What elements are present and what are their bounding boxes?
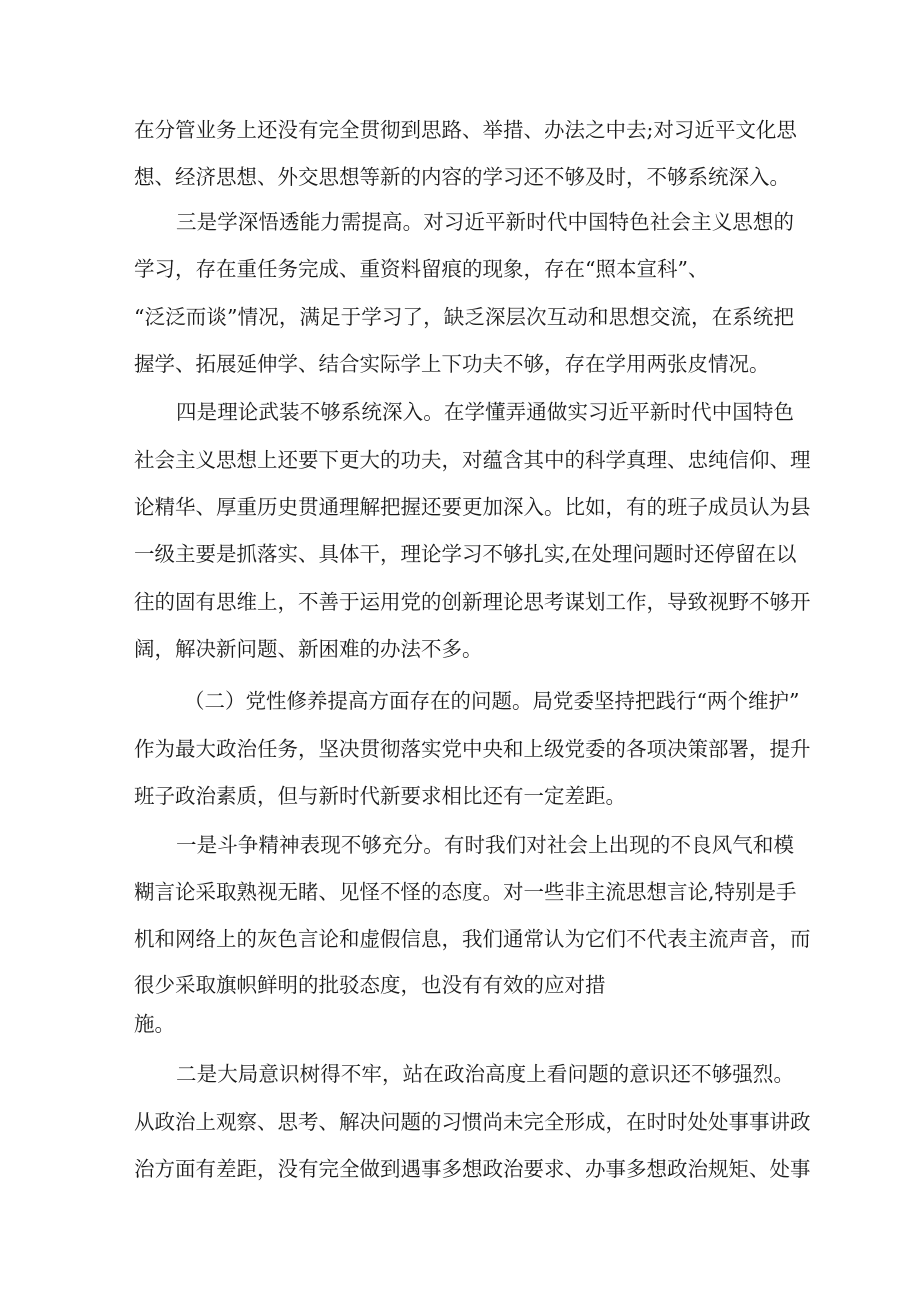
text-line: 在分管业务上还没有完全贯彻到思路、举措、办法之中去;对习近平文化思	[134, 118, 797, 142]
text-line: 作为最大政治任务，坚决贯彻落实党中央和上级党委的各项决策部署，提升	[134, 737, 811, 761]
text-line: 二是大局意识树得不牢，站在政治高度上看问题的意识还不够强烈。	[176, 1062, 794, 1086]
text-line: 四是理论武装不够系统深入。在学懂弄通做实习近平新时代中国特色	[176, 400, 794, 424]
text-line: 论精华、厚重历史贯通理解把握还要更加深入。比如，有的班子成员认为县	[134, 495, 811, 519]
text-line: “泛泛而谈”情况，满足于学习了，缺乏深层次互动和思想交流，在系统把	[134, 305, 794, 329]
section-heading-line: （二）党性修养提高方面存在的问题。局党委坚持把践行“两个维护”	[184, 689, 800, 713]
text-line: 三是学深悟透能力需提高。对习近平新时代中国特色社会主义思想的	[176, 210, 794, 234]
text-line: 糊言论采取熟视无睹、见怪不怪的态度。对一些非主流思想言论,特别是手	[134, 880, 797, 904]
text-line: 很少采取旗帜鲜明的批驳态度，也没有有效的应对措	[134, 973, 606, 997]
text-line: 一级主要是抓落实、具体干，理论学习不够扎实,在处理问题时还停留在以	[134, 542, 797, 566]
text-line: 班子政治素质，但与新时代新要求相比还有一定差距。	[134, 784, 626, 808]
text-line: 从政治上观察、思考、解决问题的习惯尚未完全形成，在时时处处事事讲政	[134, 1110, 811, 1134]
text-line: 学习，存在重任务完成、重资料留痕的现象，存在“照本宣科”、	[134, 257, 709, 281]
text-line: 握学、拓展延伸学、结合实际学上下功夫不够，存在学用两张皮情况。	[134, 352, 770, 376]
text-line: 一是斗争精神表现不够充分。有时我们对社会上出现的不良风气和模	[176, 833, 794, 857]
text-line: 机和网络上的灰色言论和虚假信息，我们通常认为它们不代表主流声音，而	[134, 927, 811, 951]
text-line: 施。	[134, 1012, 175, 1036]
text-line: 社会主义思想上还要下更大的功夫，对蕴含其中的科学真理、忠纯信仰、理	[134, 448, 811, 472]
text-line: 治方面有差距，没有完全做到遇事多想政治要求、办事多想政治规矩、处事	[134, 1157, 811, 1181]
text-line: 阔，解决新问题、新困难的办法不多。	[134, 637, 483, 661]
text-line: 往的固有思维上，不善于运用党的创新理论思考谋划工作，导致视野不够开	[134, 590, 811, 614]
text-line: 想、经济思想、外交思想等新的内容的学习还不够及时，不够系统深入。	[134, 165, 790, 189]
